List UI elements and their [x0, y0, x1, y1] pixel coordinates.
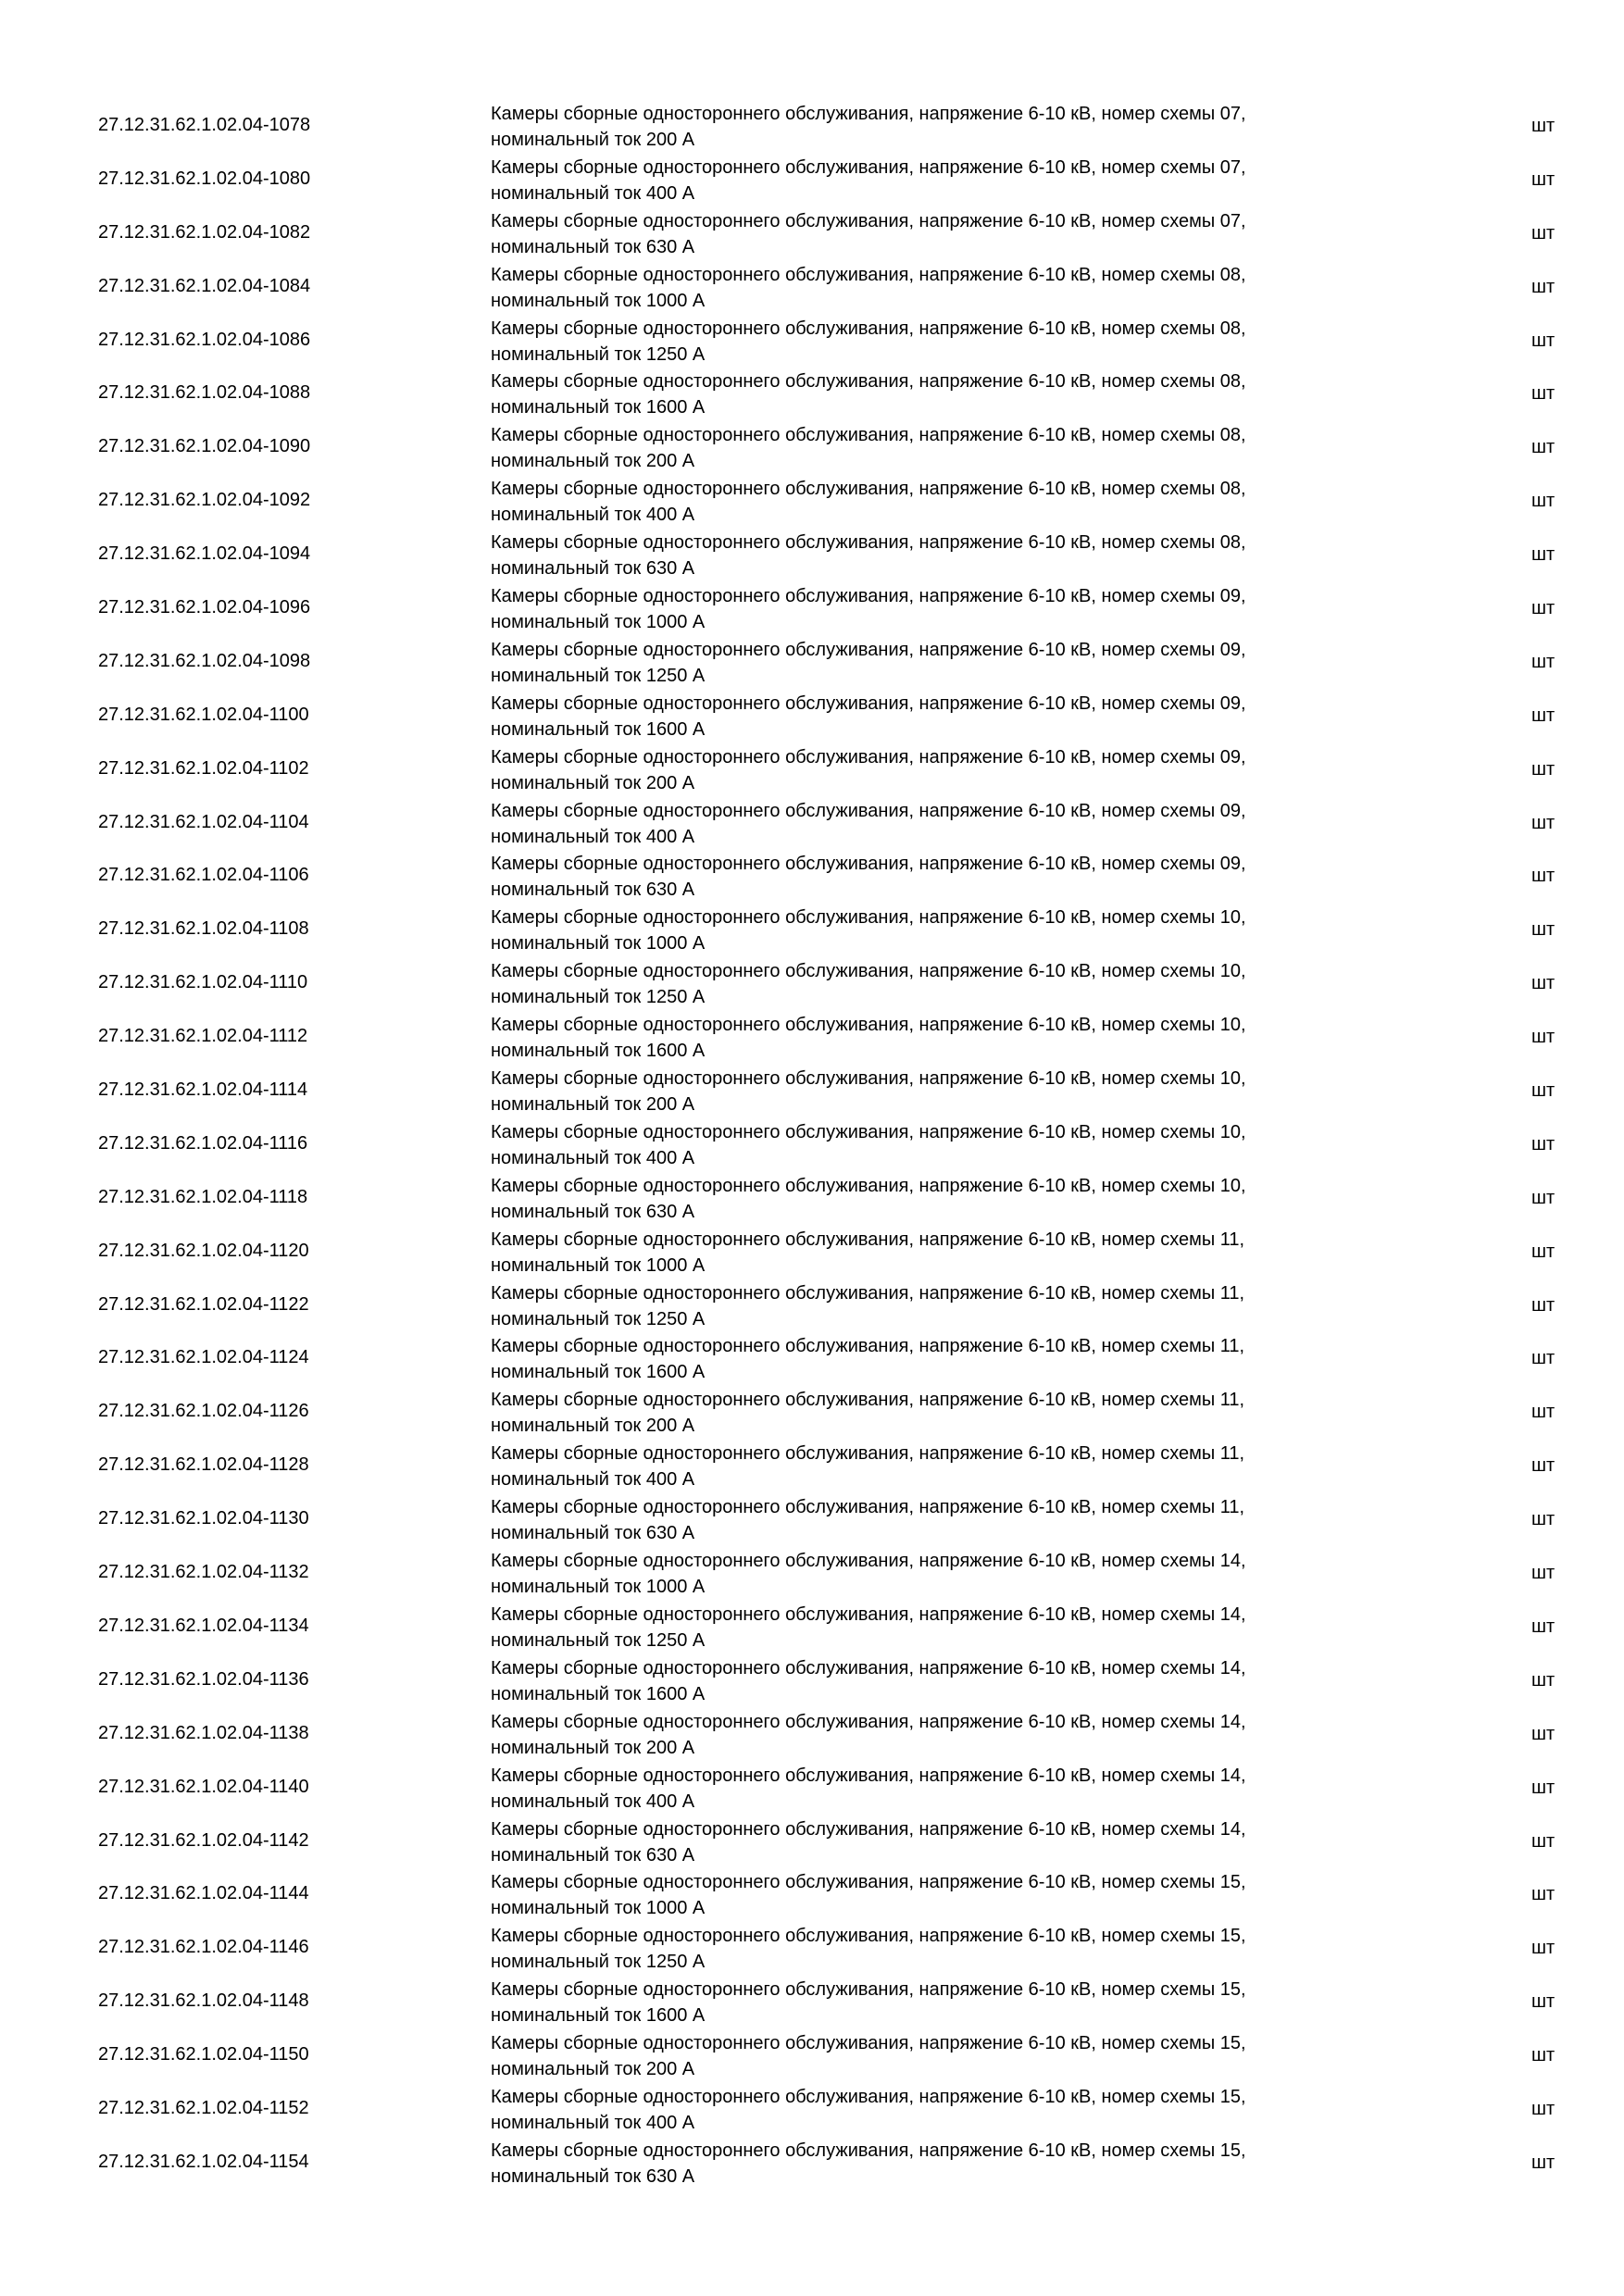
row-unit: шт	[1531, 2152, 1555, 2173]
row-description-line-2: номинальный ток 1600 А	[491, 1683, 706, 1704]
row-description-line-2: номинальный ток 1600 А	[491, 397, 706, 418]
row-description-line-1: Камеры сборные одностороннего обслуживания, напряжение 6-10 кВ, номер схемы 10,	[491, 1175, 1246, 1196]
row-unit: шт	[1531, 1241, 1555, 1262]
row-description	[491, 1709, 1380, 1761]
row-description-line-2: номинальный ток 200 А	[491, 1416, 695, 1437]
table-row	[98, 2028, 1580, 2082]
row-description	[491, 851, 1380, 903]
row-description-line-1: Камеры сборные одностороннего обслуживания, напряжение 6-10 кВ, номер схемы 10,	[491, 961, 1246, 982]
row-unit: шт	[1531, 2098, 1555, 2119]
row-description-line-2: номинальный ток 630 А	[491, 2165, 695, 2187]
row-unit: шт	[1531, 276, 1555, 297]
row-description	[491, 1869, 1380, 1921]
row-description	[491, 1816, 1380, 1868]
row-description-line-2: номинальный ток 630 А	[491, 236, 695, 257]
table-row	[98, 1815, 1580, 1868]
row-description-line-1: Камеры сборные одностороннего обслуживания, напряжение 6-10 кВ, номер схемы 10,	[491, 1121, 1246, 1142]
row-description	[491, 1548, 1380, 1600]
table-row	[98, 367, 1580, 420]
table-row	[98, 1117, 1580, 1171]
table-row	[98, 849, 1580, 903]
row-code: 27.12.31.62.1.02.04-1138	[98, 1722, 309, 1743]
row-code: 27.12.31.62.1.02.04-1090	[98, 436, 311, 457]
row-code: 27.12.31.62.1.02.04-1134	[98, 1615, 309, 1636]
row-code: 27.12.31.62.1.02.04-1102	[98, 757, 309, 779]
table-row	[98, 1279, 1580, 1332]
row-description-line-2: номинальный ток 1000 А	[491, 612, 706, 633]
table-row	[98, 796, 1580, 850]
row-unit: шт	[1531, 651, 1555, 672]
row-description	[491, 101, 1380, 153]
row-description-line-1: Камеры сборные одностороннего обслуживания, напряжение 6-10 кВ, номер схемы 08,	[491, 318, 1246, 339]
row-description-line-2: номинальный ток 1250 А	[491, 1629, 706, 1651]
row-description-line-2: номинальный ток 630 А	[491, 1523, 695, 1544]
row-unit: шт	[1531, 330, 1555, 351]
row-code: 27.12.31.62.1.02.04-1100	[98, 704, 309, 725]
table-row	[98, 1171, 1580, 1225]
row-description-line-2: номинальный ток 200 А	[491, 1094, 695, 1116]
row-unit: шт	[1531, 1884, 1555, 1905]
row-code: 27.12.31.62.1.02.04-1078	[98, 115, 311, 135]
row-description-line-1: Камеры сборные одностороннего обслуживания, напряжение 6-10 кВ, номер схемы 09,	[491, 746, 1246, 767]
row-code: 27.12.31.62.1.02.04-1118	[98, 1186, 308, 1207]
row-description-line-2: номинальный ток 1250 А	[491, 1308, 706, 1329]
row-description	[491, 637, 1380, 689]
table-row	[98, 420, 1580, 474]
row-description	[491, 368, 1380, 420]
row-description-line-1: Камеры сборные одностороннего обслуживания, напряжение 6-10 кВ, номер схемы 08,	[491, 479, 1246, 500]
row-description-line-1: Камеры сборные одностороннего обслуживания, напряжение 6-10 кВ, номер схемы 14,	[491, 1765, 1246, 1786]
row-description-line-2: номинальный ток 1250 А	[491, 665, 706, 686]
row-description	[491, 798, 1380, 850]
row-code: 27.12.31.62.1.02.04-1086	[98, 329, 311, 350]
table-row	[98, 1064, 1580, 1117]
row-description	[491, 262, 1380, 314]
row-description-line-2: номинальный ток 1600 А	[491, 2005, 706, 2027]
row-code: 27.12.31.62.1.02.04-1122	[98, 1293, 309, 1315]
row-description-line-2: номинальный ток 400 А	[491, 1147, 695, 1168]
row-code: 27.12.31.62.1.02.04-1152	[98, 2097, 309, 2118]
row-unit: шт	[1531, 1991, 1555, 2013]
row-code: 27.12.31.62.1.02.04-1140	[98, 1776, 309, 1797]
table-row	[98, 742, 1580, 796]
row-code: 27.12.31.62.1.02.04-1106	[98, 865, 309, 886]
row-code: 27.12.31.62.1.02.04-1124	[98, 1347, 309, 1368]
row-description-line-2: номинальный ток 1000 А	[491, 1254, 706, 1276]
row-description-line-1: Камеры сборные одностороннего обслуживания, напряжение 6-10 кВ, номер схемы 08,	[491, 425, 1246, 446]
row-unit: шт	[1531, 1509, 1555, 1530]
row-description-line-1: Камеры сборные одностороннего обслуживания, напряжение 6-10 кВ, номер схемы 14,	[491, 1818, 1246, 1840]
row-unit: шт	[1531, 1563, 1555, 1584]
row-description-line-2: номинальный ток 1250 А	[491, 343, 706, 365]
row-code: 27.12.31.62.1.02.04-1080	[98, 168, 311, 189]
row-unit: шт	[1531, 812, 1555, 833]
row-unit: шт	[1531, 973, 1555, 994]
row-description	[491, 958, 1380, 1010]
row-description-line-1: Камеры сборные одностороннего обслуживания, напряжение 6-10 кВ, номер схемы 10,	[491, 907, 1246, 929]
row-description-line-2: номинальный ток 200 А	[491, 772, 695, 793]
row-unit: шт	[1531, 222, 1555, 243]
table-row	[98, 260, 1580, 314]
row-description-line-2: номинальный ток 1000 А	[491, 1577, 706, 1598]
row-description-line-1: Камеры сборные одностороннего обслуживания, напряжение 6-10 кВ, номер схемы 11,	[491, 1282, 1245, 1304]
row-description	[491, 1119, 1380, 1171]
row-unit: шт	[1531, 1616, 1555, 1637]
table-row	[98, 99, 1580, 153]
row-description-line-2: номинальный ток 630 А	[491, 1844, 695, 1866]
table-row	[98, 1492, 1580, 1546]
row-description	[491, 1387, 1380, 1439]
row-description-line-2: номинальный ток 1000 А	[491, 1898, 706, 1919]
row-description-line-1: Камеры сборные одностороннего обслуживания, напряжение 6-10 кВ, номер схемы 11,	[491, 1229, 1245, 1250]
row-unit: шт	[1531, 1027, 1555, 1048]
table-row	[98, 635, 1580, 689]
row-unit: шт	[1531, 1938, 1555, 1959]
row-description-line-2: номинальный ток 630 А	[491, 880, 695, 901]
row-description-line-2: номинальный ток 400 А	[491, 826, 695, 847]
row-description-line-2: номинальный ток 400 А	[491, 1791, 695, 1812]
table-row	[98, 1546, 1580, 1600]
row-description	[491, 1280, 1380, 1332]
row-description	[491, 1012, 1380, 1064]
row-unit: шт	[1531, 1080, 1555, 1102]
row-description-line-1: Камеры сборные одностороннего обслуживания, напряжение 6-10 кВ, номер схемы 08,	[491, 371, 1246, 393]
table-row	[98, 314, 1580, 368]
table-row	[98, 1867, 1580, 1921]
row-code: 27.12.31.62.1.02.04-1150	[98, 2044, 309, 2065]
row-description-line-1: Камеры сборные одностороннего обслуживания, напряжение 6-10 кВ, номер схемы 15,	[491, 2086, 1246, 2107]
row-description-line-1: Камеры сборные одностороннего обслуживания, напряжение 6-10 кВ, номер схемы 08,	[491, 264, 1246, 285]
row-code: 27.12.31.62.1.02.04-1082	[98, 221, 311, 243]
row-description-line-1: Камеры сборные одностороннего обслуживания, напряжение 6-10 кВ, номер схемы 14,	[491, 1603, 1246, 1625]
row-unit: шт	[1531, 1669, 1555, 1691]
row-code: 27.12.31.62.1.02.04-1104	[98, 811, 309, 832]
row-description	[491, 1173, 1380, 1225]
row-description-line-2: номинальный ток 1600 А	[491, 1041, 706, 1062]
row-unit: шт	[1531, 116, 1555, 136]
row-description	[491, 1227, 1380, 1279]
row-description-line-1: Камеры сборные одностороннего обслуживания, напряжение 6-10 кВ, номер схемы 15,	[491, 1926, 1246, 1947]
table-row	[98, 1761, 1580, 1815]
row-code: 27.12.31.62.1.02.04-1128	[98, 1454, 309, 1476]
row-unit: шт	[1531, 1830, 1555, 1852]
row-description-line-1: Камеры сборные одностороннего обслуживания, напряжение 6-10 кВ, номер схемы 09,	[491, 854, 1246, 875]
row-description-line-1: Камеры сборные одностороннего обслуживания, напряжение 6-10 кВ, номер схемы 11,	[491, 1390, 1245, 1411]
row-description	[491, 1923, 1380, 1975]
row-description-line-1: Камеры сборные одностороннего обслуживания, напряжение 6-10 кВ, номер схемы 09,	[491, 693, 1246, 714]
row-description-line-2: номинальный ток 630 А	[491, 1201, 695, 1222]
row-description-line-1: Камеры сборные одностороннего обслуживания, напряжение 6-10 кВ, номер схемы 15,	[491, 1872, 1246, 1893]
row-description	[491, 1333, 1380, 1385]
row-unit: шт	[1531, 1402, 1555, 1423]
row-code: 27.12.31.62.1.02.04-1108	[98, 918, 309, 940]
table-row	[98, 474, 1580, 528]
row-description-line-2: номинальный ток 630 А	[491, 558, 695, 580]
row-description-line-2: номинальный ток 1000 А	[491, 290, 706, 311]
table-row	[98, 153, 1580, 206]
row-description-line-1: Камеры сборные одностороннего обслуживания, напряжение 6-10 кВ, номер схемы 11,	[491, 1443, 1245, 1465]
table-row	[98, 528, 1580, 581]
table-row	[98, 581, 1580, 635]
table-row	[98, 1010, 1580, 1064]
row-unit: шт	[1531, 491, 1555, 512]
price-table	[98, 99, 1580, 2190]
row-code: 27.12.31.62.1.02.04-1114	[98, 1079, 308, 1101]
row-code: 27.12.31.62.1.02.04-1144	[98, 1883, 309, 1904]
table-row	[98, 1975, 1580, 2028]
row-code: 27.12.31.62.1.02.04-1096	[98, 597, 311, 618]
row-description-line-2: номинальный ток 400 А	[491, 1469, 695, 1491]
row-description-line-1: Камеры сборные одностороннего обслуживания, напряжение 6-10 кВ, номер схемы 08,	[491, 532, 1246, 554]
row-code: 27.12.31.62.1.02.04-1098	[98, 650, 311, 671]
row-unit: шт	[1531, 383, 1555, 405]
row-description	[491, 476, 1380, 528]
row-code: 27.12.31.62.1.02.04-1132	[98, 1562, 309, 1583]
row-description	[491, 155, 1380, 206]
row-description-line-1: Камеры сборные одностороннего обслуживания, напряжение 6-10 кВ, номер схемы 14,	[491, 1657, 1246, 1678]
row-unit: шт	[1531, 1187, 1555, 1208]
row-description	[491, 1977, 1380, 2028]
row-description-line-1: Камеры сборные одностороннего обслуживания, напряжение 6-10 кВ, номер схемы 09,	[491, 639, 1246, 660]
table-row	[98, 1653, 1580, 1707]
row-unit: шт	[1531, 437, 1555, 458]
row-description-line-2: номинальный ток 1600 А	[491, 718, 706, 740]
row-description	[491, 316, 1380, 368]
row-unit: шт	[1531, 758, 1555, 780]
row-description-line-1: Камеры сборные одностороннего обслуживания, напряжение 6-10 кВ, номер схемы 07,	[491, 104, 1246, 124]
row-description-line-1: Камеры сборные одностороннего обслуживания, напряжение 6-10 кВ, номер схемы 09,	[491, 800, 1246, 821]
table-row	[98, 956, 1580, 1010]
row-unit: шт	[1531, 168, 1555, 190]
row-code: 27.12.31.62.1.02.04-1112	[98, 1026, 308, 1047]
row-description-line-2: номинальный ток 400 А	[491, 2112, 695, 2133]
table-row	[98, 1707, 1580, 1761]
row-code: 27.12.31.62.1.02.04-1126	[98, 1401, 309, 1422]
row-unit: шт	[1531, 1455, 1555, 1477]
row-unit: шт	[1531, 1294, 1555, 1316]
table-row	[98, 1921, 1580, 1975]
row-code: 27.12.31.62.1.02.04-1088	[98, 382, 311, 404]
table-row	[98, 1225, 1580, 1279]
row-description-line-2: номинальный ток 200 А	[491, 130, 695, 150]
row-code: 27.12.31.62.1.02.04-1148	[98, 1990, 309, 2012]
row-description-line-2: номинальный ток 200 А	[491, 1737, 695, 1758]
row-code: 27.12.31.62.1.02.04-1116	[98, 1132, 308, 1154]
row-description-line-1: Камеры сборные одностороннего обслуживания, напряжение 6-10 кВ, номер схемы 10,	[491, 1015, 1246, 1036]
row-description-line-1: Камеры сборные одностороннего обслуживания, напряжение 6-10 кВ, номер схемы 11,	[491, 1497, 1245, 1518]
row-code: 27.12.31.62.1.02.04-1094	[98, 543, 311, 565]
table-row	[98, 1600, 1580, 1653]
row-unit: шт	[1531, 544, 1555, 566]
row-code: 27.12.31.62.1.02.04-1154	[98, 2151, 309, 2172]
row-description-line-1: Камеры сборные одностороннего обслуживания, напряжение 6-10 кВ, номер схемы 10,	[491, 1068, 1246, 1090]
row-unit: шт	[1531, 1777, 1555, 1798]
row-code: 27.12.31.62.1.02.04-1142	[98, 1829, 309, 1851]
row-code: 27.12.31.62.1.02.04-1146	[98, 1937, 309, 1958]
row-description	[491, 422, 1380, 474]
table-row	[98, 689, 1580, 742]
row-description-line-1: Камеры сборные одностороннего обслуживания, напряжение 6-10 кВ, номер схемы 09,	[491, 586, 1246, 607]
row-description	[491, 2030, 1380, 2082]
row-description-line-1: Камеры сборные одностороннего обслуживания, напряжение 6-10 кВ, номер схемы 11,	[491, 1336, 1245, 1357]
row-unit: шт	[1531, 2045, 1555, 2066]
row-description	[491, 1655, 1380, 1707]
table-row	[98, 1331, 1580, 1385]
row-description-line-1: Камеры сборные одностороннего обслуживания, напряжение 6-10 кВ, номер схемы 15,	[491, 2033, 1246, 2054]
row-code: 27.12.31.62.1.02.04-1110	[98, 972, 308, 993]
row-code: 27.12.31.62.1.02.04-1084	[98, 275, 311, 296]
table-row	[98, 206, 1580, 260]
row-description	[491, 583, 1380, 635]
table-row	[98, 1439, 1580, 1492]
row-description	[491, 905, 1380, 956]
table-row	[98, 903, 1580, 956]
table-row	[98, 2136, 1580, 2190]
row-description	[491, 2084, 1380, 2136]
row-description	[491, 208, 1380, 260]
row-description	[491, 744, 1380, 796]
row-description-line-2: номинальный ток 1600 А	[491, 1362, 706, 1383]
row-code: 27.12.31.62.1.02.04-1092	[98, 490, 311, 511]
row-unit: шт	[1531, 1348, 1555, 1369]
table-row	[98, 2082, 1580, 2136]
row-description	[491, 1066, 1380, 1117]
row-description-line-1: Камеры сборные одностороннего обслуживания, напряжение 6-10 кВ, номер схемы 15,	[491, 1979, 1246, 2001]
table-row	[98, 1385, 1580, 1439]
row-description	[491, 691, 1380, 742]
row-description	[491, 1441, 1380, 1492]
row-unit: шт	[1531, 1723, 1555, 1744]
row-unit: шт	[1531, 1133, 1555, 1154]
row-description	[491, 1602, 1380, 1653]
row-description	[491, 1494, 1380, 1546]
row-description-line-2: номинальный ток 200 А	[491, 451, 695, 472]
row-description-line-2: номинальный ток 400 А	[491, 182, 695, 204]
row-description-line-2: номинальный ток 1250 А	[491, 1952, 706, 1973]
row-description-line-2: номинальный ток 400 А	[491, 505, 695, 526]
row-description-line-2: номинальный ток 1250 А	[491, 987, 706, 1008]
row-description-line-2: номинальный ток 1000 А	[491, 933, 706, 955]
row-description-line-1: Камеры сборные одностороннего обслуживания, напряжение 6-10 кВ, номер схемы 07,	[491, 156, 1246, 178]
row-unit: шт	[1531, 598, 1555, 619]
row-description	[491, 2138, 1380, 2190]
row-code: 27.12.31.62.1.02.04-1120	[98, 1240, 309, 1261]
row-description-line-2: номинальный ток 200 А	[491, 2059, 695, 2080]
row-description	[491, 530, 1380, 581]
row-description-line-1: Камеры сборные одностороннего обслуживания, напряжение 6-10 кВ, номер схемы 14,	[491, 1711, 1246, 1732]
row-description	[491, 1763, 1380, 1815]
row-unit: шт	[1531, 866, 1555, 887]
row-code: 27.12.31.62.1.02.04-1136	[98, 1668, 309, 1690]
row-description-line-1: Камеры сборные одностороннего обслуживания, напряжение 6-10 кВ, номер схемы 07,	[491, 210, 1246, 231]
row-description-line-1: Камеры сборные одностороннего обслуживания, напряжение 6-10 кВ, номер схемы 14,	[491, 1551, 1246, 1572]
row-unit: шт	[1531, 919, 1555, 941]
row-unit: шт	[1531, 705, 1555, 726]
row-description-line-1: Камеры сборные одностороннего обслуживания, напряжение 6-10 кВ, номер схемы 15,	[491, 2140, 1246, 2161]
row-code: 27.12.31.62.1.02.04-1130	[98, 1508, 309, 1529]
